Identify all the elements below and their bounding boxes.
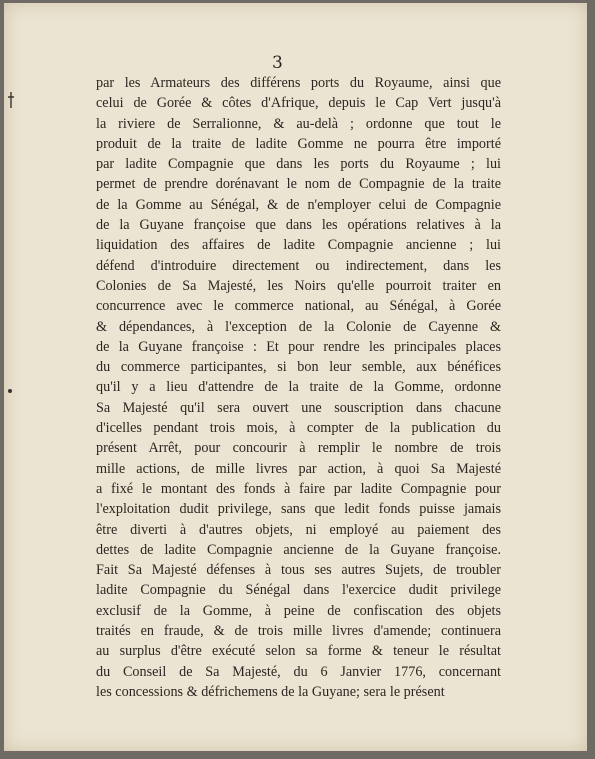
text-line: au surplus d'être exécuté selon sa forme & teneur le résultat xyxy=(96,643,501,660)
text-line: permet de prendre dorénavant le nom de Compagnie de la traite xyxy=(96,176,501,193)
text-line: les concessions & défrichemens de la Guyane; sera le présent xyxy=(96,683,445,700)
text-line: de la Guyane françoise que dans les opérations relatives à la xyxy=(96,217,501,234)
text-line: produit de la traite de ladite Gomme ne pourra être importé xyxy=(96,135,501,152)
text-line: défend d'introduire directement ou indirectement, dans les xyxy=(96,257,501,274)
text-line: être diverti à d'autres objets, ni employé au paiement des xyxy=(96,521,501,538)
text-line: qu'il y a lieu d'attendre de la traite de la Gomme, ordonne xyxy=(96,379,501,396)
text-line: exclusif de la Gomme, à peine de confiscation des objets xyxy=(96,602,501,619)
text-line: Fait Sa Majesté défenses à tous ses autres Sujets, de troubler xyxy=(96,562,501,579)
text-line: mille actions, de mille livres par action, à quoi Sa Majesté xyxy=(96,460,501,477)
text-line: traités en fraude, & de trois mille livres d'amende; continuera xyxy=(96,623,501,640)
document-page xyxy=(4,3,587,751)
margin-mark xyxy=(6,91,16,109)
text-line: la riviere de Serralionne, & au-delà ; ordonne que tout le xyxy=(96,115,501,132)
text-line: du Conseil de Sa Majesté, du 6 Janvier 1776, concernant xyxy=(96,663,501,680)
text-line: Sa Majesté qu'il sera ouvert une souscription dans chacune xyxy=(96,399,501,416)
text-line: par ladite Compagnie que dans les ports du Royaume ; lui xyxy=(96,156,501,173)
text-line: ladite Compagnie du Sénégal dans l'exercice dudit privilege xyxy=(96,582,501,599)
page-number: 3 xyxy=(272,53,283,73)
text-line: & dépendances, à l'exception de la Colonie de Cayenne & xyxy=(96,318,501,335)
text-line: de la Gomme au Sénégal, & de n'employer celui de Compagnie xyxy=(96,196,501,213)
text-line: dettes de ladite Compagnie ancienne de la Guyane françoise. xyxy=(96,541,501,558)
text-line: du commerce participantes, si bon leur semble, aux bénéfices xyxy=(96,359,501,376)
text-line: par les Armateurs des différens ports du Royaume, ainsi que xyxy=(96,75,501,91)
text-line: présent Arrêt, pour concourir à remplir le nombre de trois xyxy=(96,440,501,457)
text-line: a fixé le montant des fonds à faire par ladite Compagnie pour xyxy=(96,480,501,497)
text-line: celui de Gorée & côtes d'Afrique, depuis le Cap Vert jusqu'à xyxy=(96,95,501,112)
margin-dot xyxy=(6,387,14,395)
text-line: de la Guyane françoise : Et pour rendre les principales places xyxy=(96,338,501,355)
text-line: liquidation des affaires de ladite Compagnie ancienne ; lui xyxy=(96,237,501,254)
text-line: d'icelles pendant trois mois, à compter de la publication du xyxy=(96,420,501,437)
text-line: concurrence avec le commerce national, au Sénégal, à Gorée xyxy=(96,298,501,315)
text-line: Colonies de Sa Majesté, les Noirs qu'elle pourroit traiter en xyxy=(96,277,501,294)
text-line: l'exploitation dudit privilege, sans que ledit fonds puisse jamais xyxy=(96,501,501,518)
body-text xyxy=(96,73,501,702)
